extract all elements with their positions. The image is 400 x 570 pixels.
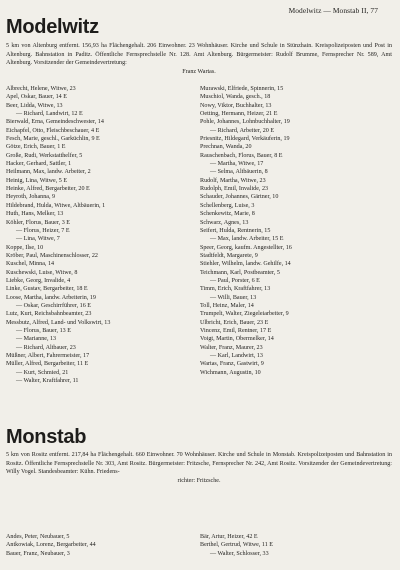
- intro-text: 5 km von Rositz entfernt. 217,84 ha Flächengehalt. 660 Einwohner. 70 Wohnhäuser. Kirche und Schule in Monstab. Kreispolizeiposten und Bahnstation in Rositz. Öffentliche Fernsprechstelle Nr. 303, Amt Rositz. Bürgermeister: Fritzsche, Fernsprecher Nr. 242, Amt Rositz. Vorsitzender der Gemeindevertretung: Willy Vogel. Standesbeamter: Kühn. Friedens-: [6, 452, 392, 476]
- resident-list-right: [200, 533, 392, 558]
- section-intro-monstab: [6, 451, 392, 485]
- resident-entry: — Kurt, Schmied, 21: [16, 369, 69, 376]
- resident-entry: — Paul, Porster, 6 E: [210, 277, 260, 284]
- resident-entry: Wichmann, Augustin, 10: [200, 369, 261, 376]
- resident-entry: — Oskar, Geschirrführer, 16 E: [16, 302, 91, 309]
- intro-text-last-line: richter: Fritzsche.: [177, 477, 221, 484]
- resident-entry: Priesnitz, Hildegard, Verkäuferin, 19: [200, 136, 290, 143]
- resident-entry: Schellenberg, Luise, 3: [200, 202, 255, 209]
- resident-entry: Heyroth, Johanna, 9: [6, 194, 56, 201]
- resident-entry: Heinig, Lina, Witwe, 5 E: [6, 177, 68, 184]
- resident-entry: Stadtfeldt, Margarete, 9: [200, 252, 258, 259]
- resident-entry: Köhler, Florus, Bauer, 3 E: [6, 219, 70, 226]
- resident-list-left: [6, 85, 196, 385]
- resident-entry: — Richard, Arbeiter, 20 E: [210, 127, 275, 134]
- resident-entry: Huth, Hans, Melker, 13: [6, 211, 64, 218]
- resident-entry: Heilmann, Max, landw. Arbeiter, 2: [6, 169, 91, 176]
- resident-entry: Timm, Erich, Kraftfahrer, 13: [200, 286, 271, 293]
- resident-entry: Albrecht, Helene, Witwe, 23: [6, 86, 76, 92]
- resident-entry: — Max, landw. Arbeiter, 15 E: [210, 236, 284, 243]
- resident-entry: Eichapfel, Otto, Fleischbeschauer, 4 E: [6, 127, 100, 134]
- resident-entry: Beer, Lidda, Witwe, 13: [6, 102, 63, 109]
- resident-entry: — Florus, Heizer, 7 E: [16, 227, 70, 234]
- resident-entry: Trumpelt, Walter, Ziegeleiarbeiter, 9: [200, 311, 289, 318]
- resident-entry: Kuschewski, Luise, Witwe, 8: [6, 269, 78, 276]
- resident-entry: Große, Rudi, Werkstatthelfer, 5: [6, 152, 83, 159]
- resident-entry: Messbutz, Alfred, Land- und Volkswirt, 13: [6, 319, 111, 326]
- resident-entry: Hildebrand, Hulda, Witwe, Altbäuerin, 1: [6, 202, 106, 209]
- resident-entry: Apel, Oskar, Bauer, 14 E: [6, 94, 67, 101]
- resident-entry: Linke, Gustav, Bergarbeiter, 18 E: [6, 286, 88, 293]
- resident-entry: Hacker, Gerhard, Sattler, 1: [6, 161, 72, 168]
- resident-entry: Stiehler, Wilhelm, landw. Gehilfe, 14: [200, 261, 291, 268]
- resident-entry: — Walter, Schlosser, 33: [210, 550, 269, 557]
- resident-entry: — Walter, Kraftfahrer, 11: [16, 378, 79, 385]
- resident-entry: Oetting, Hermann, Heizer, 21 E: [200, 111, 278, 118]
- resident-entry: Murawski, Elfriede, Spinnerin, 15: [200, 86, 284, 92]
- resident-entry: Schenkewitz, Marie, 8: [200, 211, 255, 218]
- resident-entry: Kuschel, Minna, 14: [6, 261, 55, 268]
- section-title-modelwitz: Modelwitz: [6, 16, 99, 38]
- resident-list-left: [6, 533, 196, 558]
- resident-entry: Toll, Heinz, Maler, 14: [200, 302, 254, 309]
- resident-entry: Rauschenbach, Florus, Bauer, 8 E: [200, 152, 283, 159]
- resident-entry: Fesch, Marie, geschl., Garküchlin, 9 E: [6, 136, 100, 143]
- resident-entry: — Selma, Altbäuerin, 8: [210, 169, 268, 176]
- intro-text-last-line: Franz Wartas.: [182, 68, 216, 75]
- running-head: Modelwitz — Monstab II, 77: [288, 6, 378, 15]
- resident-entry: Teichmann, Karl, Postbeamter, 5: [200, 269, 280, 276]
- resident-list-right: [200, 85, 392, 377]
- resident-entry: — Willi, Bauer, 13: [210, 294, 257, 301]
- resident-entry: Wartas, Franz, Gastwirt, 9: [200, 361, 264, 368]
- resident-entry: Lutz, Kurt, Reichsbahnbeamter, 23: [6, 311, 92, 318]
- resident-entry: Nowy, Viktor, Buchhalter, 13: [200, 102, 272, 109]
- resident-entry: Andes, Peter, Neubauer, 5: [6, 534, 70, 540]
- resident-entry: Prechnan, Wanda, 20: [200, 144, 252, 151]
- resident-entry: Voigt, Martin, Obermelker, 14: [200, 336, 274, 343]
- resident-entry: Götze, Erich, Bauer, 1 E: [6, 144, 66, 151]
- resident-entry: — Marianne, 13: [16, 336, 57, 343]
- resident-entry: Koppe, Ilse, 10: [6, 244, 44, 251]
- resident-entry: Muschiol, Wanda, gesch., 18: [200, 94, 271, 101]
- resident-entry: Antkowiak, Lorenz, Bergarbeiter, 44: [6, 542, 96, 549]
- resident-entry: Müßner, Albert, Fahrermeister, 17: [6, 353, 90, 359]
- resident-entry: Schauder, Johannes, Gärtner, 10: [200, 194, 279, 201]
- resident-entry: Ulbricht, Erich, Bauer, 23 E: [200, 319, 269, 326]
- resident-entry: Liebke, Georg, Invalide, 4: [6, 277, 71, 284]
- resident-entry: Vincenz, Emil, Rentner, 17 E: [200, 327, 272, 334]
- resident-entry: — Richard, Altbauer, 23: [16, 344, 76, 351]
- resident-entry: Bauer, Franz, Neubauer, 3: [6, 550, 70, 557]
- resident-entry: — Richard, Landwirt, 12 E: [16, 111, 83, 118]
- resident-entry: Walter, Franz, Maurer, 23: [200, 344, 263, 351]
- resident-entry: Rudolph, Emil, Invalide, 23: [200, 186, 269, 193]
- resident-entry: Pohle, Johannes, Lohnbuchhalter, 19: [200, 119, 290, 126]
- resident-entry: — Martha, Witwe, 17: [210, 161, 264, 168]
- resident-entry: Heinke, Alfred, Bergarbeiter, 20 E: [6, 186, 90, 193]
- resident-entry: — Lina, Witwe, 7: [16, 236, 60, 243]
- resident-entry: Speer, Georg, kaufm. Angestellter, 16: [200, 244, 292, 251]
- resident-entry: Bär, Artur, Heizer, 42 E: [200, 534, 258, 540]
- resident-entry: Rudolf, Martha, Witwe, 23: [200, 177, 266, 184]
- resident-entry: Bierwald, Erna, Gemeindeschwester, 14: [6, 119, 104, 126]
- section-title-monstab: Monstab: [6, 426, 87, 448]
- resident-entry: — Karl, Landwirt, 13: [210, 353, 263, 359]
- resident-entry: Loose, Martha, landw. Arbeiterin, 19: [6, 294, 96, 301]
- resident-entry: Seifert, Hulda, Rentnerin, 15: [200, 227, 271, 234]
- resident-entry: Schwarz, Agnes, 13: [200, 219, 249, 226]
- resident-entry: — Florus, Bauer, 13 E: [16, 327, 71, 334]
- section-intro-modelwitz: [6, 42, 392, 76]
- intro-text: 5 km von Altenburg entfernt. 156,93 ha Flächengehalt. 206 Einwohner. 23 Wohnhäuser. Kirche und Schule in Stünzhain. Kreispolizeiposten und Post in Altenburg. Bahnstation in Paditz. Öffentliche Fernsprechstelle Nr. 128. Amt Altenburg. Bürgermeister: Rudolf Brumme, Fernsprecher Nr. 589, Amt Altenburg. Vorsitzender der Gemeindevertretung:: [6, 43, 392, 67]
- resident-entry: Kröber, Paul, Maschinenschlosser, 22: [6, 252, 98, 259]
- resident-entry: Berthel, Gertrud, Witwe, 11 E: [200, 542, 274, 549]
- resident-entry: Müller, Alfred, Bergarbeiter, 11 E: [6, 361, 89, 368]
